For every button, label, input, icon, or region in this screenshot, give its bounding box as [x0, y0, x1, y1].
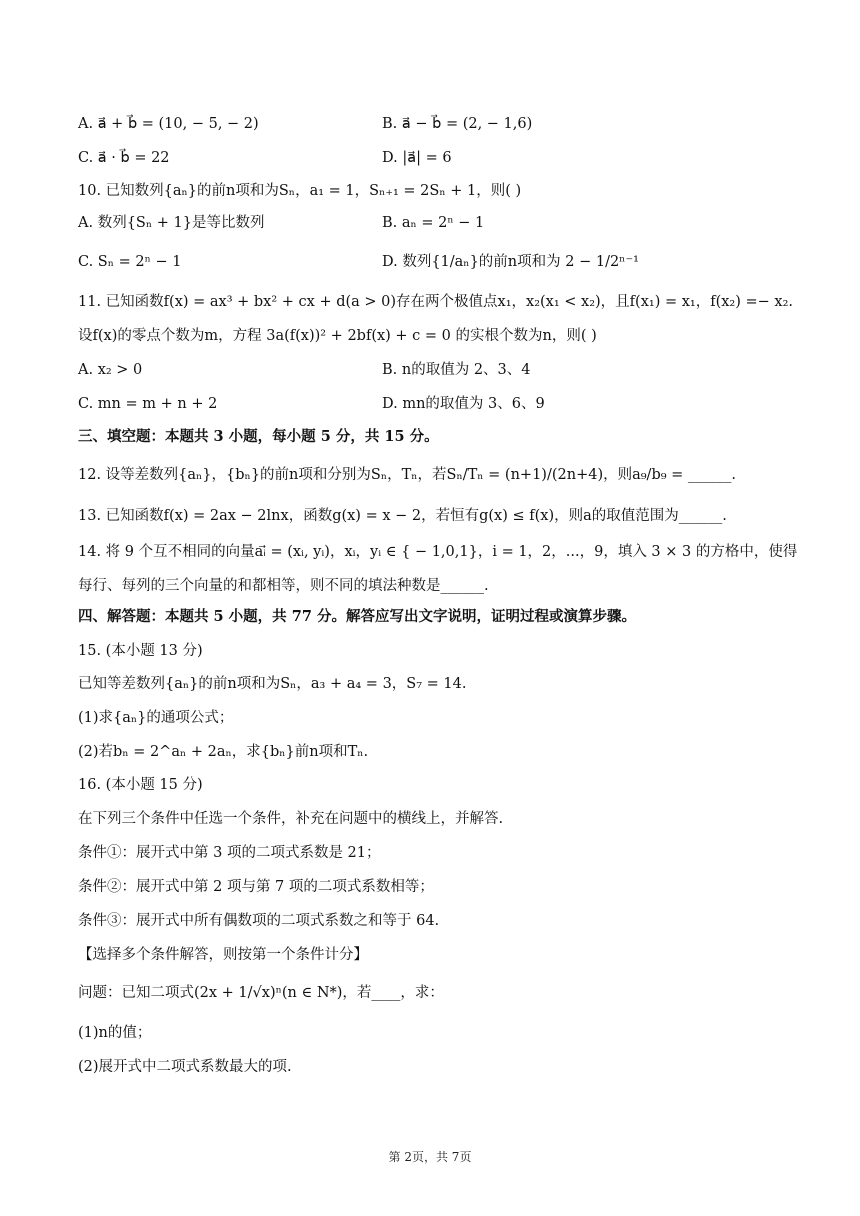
q9-option-c: C. a⃗ · b⃗ = 22 — [78, 150, 170, 166]
q9-option-d: D. |a⃗| = 6 — [382, 150, 452, 166]
q9-option-a: A. a⃗ + b⃗ = (10, − 5, − 2) — [78, 116, 259, 132]
q16-question: 问题：已知二项式(2x + 1/√x)ⁿ(n ∈ N*)，若____，求： — [78, 985, 444, 1001]
q15-header: 15. (本小题 13 分) — [78, 643, 203, 659]
q16-header: 16. (本小题 15 分) — [78, 777, 203, 793]
q16-part1: (1)n的值； — [78, 1025, 152, 1041]
q11-option-a: A. x₂ > 0 — [78, 362, 143, 378]
section-4-heading: 四、解答题：本题共 5 小题，共 77 分。解答应写出文字说明，证明过程或演算步骤。 — [78, 608, 636, 625]
q16-note: 【选择多个条件解答，则按第一个条件计分】 — [78, 947, 368, 963]
q11-option-c: C. mn = m + n + 2 — [78, 396, 218, 412]
q16-part2: (2)展开式中二项式系数最大的项. — [78, 1059, 292, 1075]
q16-condition-3: 条件③：展开式中所有偶数项的二项式系数之和等于 64. — [78, 913, 440, 929]
q16-intro: 在下列三个条件中任选一个条件，补充在问题中的横线上，并解答. — [78, 811, 504, 827]
q14-line2: 每行、每列的三个向量的和都相等，则不同的填法种数是______. — [78, 578, 489, 594]
q9-option-b: B. a⃗ − b⃗ = (2, − 1,6) — [382, 116, 533, 132]
q10-option-d: D. 数列{1/aₙ}的前n项和为 2 − 1/2ⁿ⁻¹ — [382, 254, 639, 270]
q14-line1: 14. 将 9 个互不相同的向量aᵢ⃗ = (xᵢ, yᵢ)，xᵢ，yᵢ ∈ { − 1,0,1}，i = 1，2，...，9，填入 3 × 3 的方格中，使得 — [78, 544, 798, 560]
q10-option-c: C. Sₙ = 2ⁿ − 1 — [78, 254, 182, 270]
q10-stem: 10. 已知数列{aₙ}的前n项和为Sₙ，a₁ = 1，Sₙ₊₁ = 2Sₙ + 1，则( ) — [78, 183, 522, 199]
section-3-heading: 三、填空题：本题共 3 小题，每小题 5 分，共 15 分。 — [78, 428, 439, 445]
q15-stem: 已知等差数列{aₙ}的前n项和为Sₙ，a₃ + a₄ = 3，S₇ = 14. — [78, 676, 467, 692]
q10-option-b: B. aₙ = 2ⁿ − 1 — [382, 215, 485, 231]
q11-option-d: D. mn的取值为 3、6、9 — [382, 396, 545, 412]
q16-condition-1: 条件①：展开式中第 3 项的二项式系数是 21； — [78, 845, 381, 861]
page-footer: 第 2页，共 7页 — [388, 1150, 472, 1164]
q13-text: 13. 已知函数f(x) = 2ax − 2lnx，函数g(x) = x − 2，若恒有g(x) ≤ f(x)，则a的取值范围为______. — [78, 508, 727, 524]
q10-option-a: A. 数列{Sₙ + 1}是等比数列 — [78, 215, 265, 231]
q15-part1: (1)求{aₙ}的通项公式； — [78, 710, 234, 726]
q11-stem-line1: 11. 已知函数f(x) = ax³ + bx² + cx + d(a > 0)存在两个极值点x₁，x₂(x₁ < x₂)，且f(x₁) = x₁，f(x₂) =− x₂. — [78, 294, 793, 310]
q11-option-b: B. n的取值为 2、3、4 — [382, 362, 531, 378]
q16-condition-2: 条件②：展开式中第 2 项与第 7 项的二项式系数相等； — [78, 879, 434, 895]
q12-text: 12. 设等差数列{aₙ}，{bₙ}的前n项和分别为Sₙ，Tₙ，若Sₙ/Tₙ = (n+1)/(2n+4)，则a₉/b₉ = ______. — [78, 467, 737, 483]
q11-stem-line2: 设f(x)的零点个数为m，方程 3a(f(x))² + 2bf(x) + c = 0 的实根个数为n，则( ) — [78, 328, 597, 344]
q15-part2: (2)若bₙ = 2^aₙ + 2aₙ，求{bₙ}前n项和Tₙ. — [78, 744, 369, 760]
